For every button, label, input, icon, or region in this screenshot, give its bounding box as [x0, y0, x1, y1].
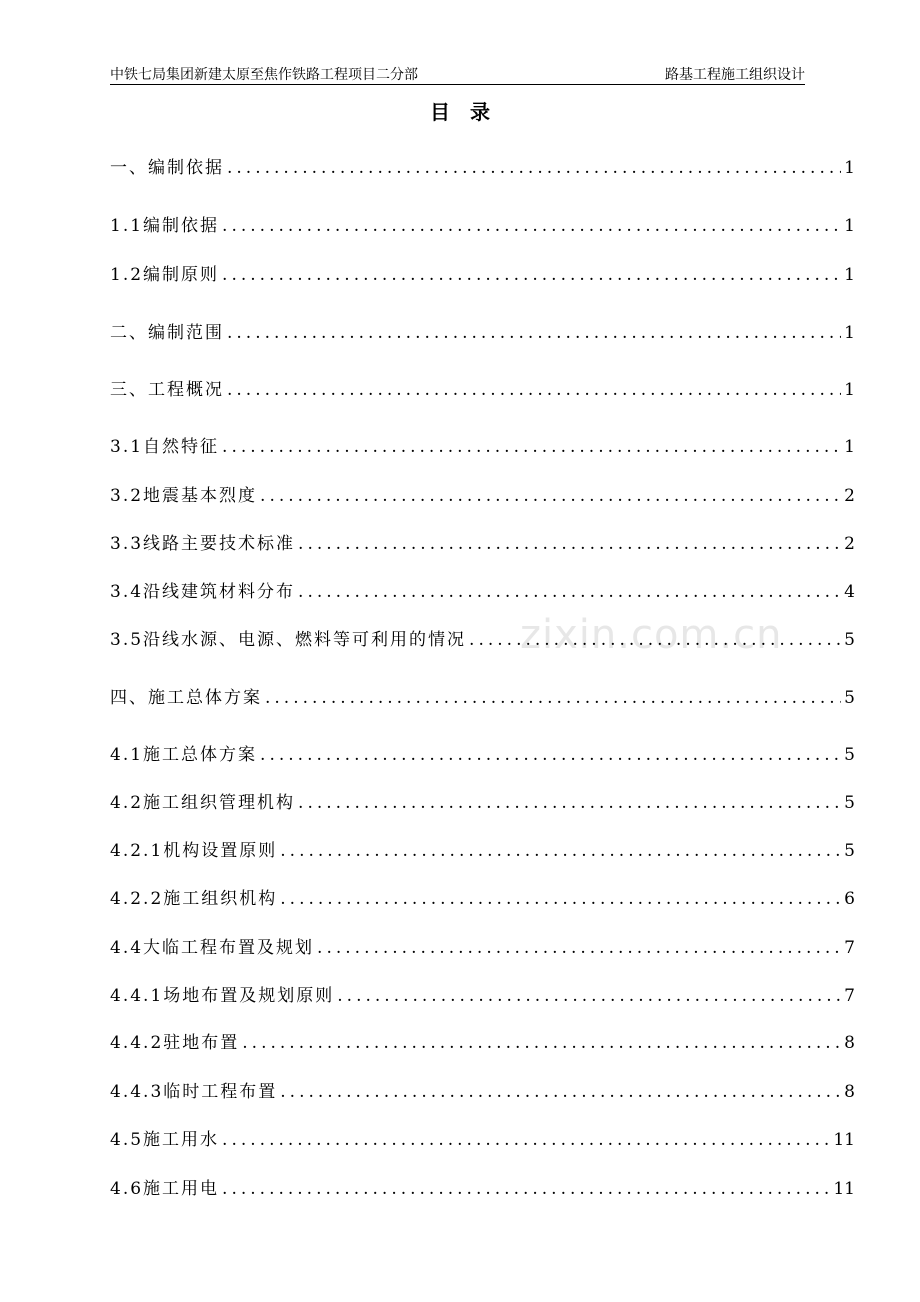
- toc-entry-label: 3.3线路主要技术标准: [110, 534, 296, 554]
- toc-entry-label: 一、编制依据: [110, 158, 224, 178]
- toc-entry-label: 4.4.1场地布置及规划原则: [110, 986, 335, 1006]
- toc-entry-page-number: 1: [844, 216, 855, 236]
- toc-entry-label: 3.2地震基本烈度: [110, 486, 258, 506]
- toc-entry-page-number: 2: [844, 534, 855, 554]
- toc-entry[interactable]: [110, 886, 855, 912]
- toc-entry[interactable]: [110, 627, 855, 653]
- toc-entry-page-number: 1: [844, 265, 855, 285]
- toc-entry-page-number: 1: [844, 323, 855, 343]
- toc-leader-dots: [260, 742, 841, 768]
- toc-leader-dots: [280, 1079, 841, 1105]
- toc-leader-dots: [280, 886, 841, 912]
- toc-leader-dots: [298, 531, 841, 557]
- watermark: zixin.com.cn: [520, 612, 783, 658]
- toc-leader-dots: [227, 320, 841, 346]
- header-left-text: 中铁七局集团新建太原至焦作铁路工程项目二分部: [110, 67, 418, 83]
- toc-leader-dots: [265, 685, 841, 711]
- toc-leader-dots: [469, 627, 841, 653]
- toc-entry-page-number: 5: [844, 841, 855, 861]
- toc-entry-page-number: 5: [844, 630, 855, 650]
- toc-entry[interactable]: [110, 213, 855, 239]
- toc-leader-dots: [222, 213, 841, 239]
- toc-entry-label: 1.2编制原则: [110, 265, 220, 285]
- toc-entry[interactable]: [110, 262, 855, 288]
- toc-entry-page-number: 1: [844, 437, 855, 457]
- toc-leader-dots: [298, 579, 841, 605]
- toc-entry-label: 4.2施工组织管理机构: [110, 793, 296, 813]
- toc-entry[interactable]: [110, 742, 855, 768]
- toc-entry-page-number: 11: [833, 1130, 855, 1150]
- page-title: 目录: [430, 100, 510, 124]
- toc-entry-page-number: 5: [844, 745, 855, 765]
- toc-entry[interactable]: [110, 983, 855, 1009]
- toc-entry[interactable]: [110, 155, 855, 181]
- toc-entry-label: 三、工程概况: [110, 380, 224, 400]
- toc-entry-label: 4.4.3临时工程布置: [110, 1082, 278, 1102]
- toc-entry-page-number: 5: [844, 793, 855, 813]
- toc-entry[interactable]: [110, 531, 855, 557]
- toc-leader-dots: [222, 262, 841, 288]
- toc-entry-page-number: 5: [844, 688, 855, 708]
- toc-entry-page-number: 1: [844, 380, 855, 400]
- toc-entry-page-number: 8: [844, 1082, 855, 1102]
- toc-entry-label: 4.6施工用电: [110, 1179, 220, 1199]
- toc-entry-page-number: 8: [844, 1033, 855, 1053]
- toc-entry-label: 4.4.2驻地布置: [110, 1033, 240, 1053]
- toc-entry-label: 3.5沿线水源、电源、燃料等可利用的情况: [110, 630, 467, 650]
- toc-leader-dots: [298, 790, 841, 816]
- toc-entry[interactable]: [110, 377, 855, 403]
- toc-leader-dots: [280, 838, 841, 864]
- toc-entry-label: 4.5施工用水: [110, 1130, 220, 1150]
- toc-entry[interactable]: [110, 483, 855, 509]
- toc-entry-page-number: 7: [844, 986, 855, 1006]
- toc-entry-label: 4.2.2施工组织机构: [110, 889, 278, 909]
- toc-entry[interactable]: [110, 1127, 855, 1153]
- toc-entry[interactable]: [110, 1030, 855, 1056]
- toc-entry-page-number: 6: [844, 889, 855, 909]
- toc-entry-label: 4.4大临工程布置及规划: [110, 938, 315, 958]
- toc-entry-label: 二、编制范围: [110, 323, 224, 343]
- toc-entry-label: 4.2.1机构设置原则: [110, 841, 278, 861]
- toc-entry-label: 3.1自然特征: [110, 437, 220, 457]
- toc-entry[interactable]: [110, 1079, 855, 1105]
- toc-entry[interactable]: [110, 685, 855, 711]
- toc-entry[interactable]: [110, 790, 855, 816]
- toc-leader-dots: [222, 1176, 830, 1202]
- toc-entry-page-number: 11: [833, 1179, 855, 1199]
- toc-entry-page-number: 7: [844, 938, 855, 958]
- toc-entry[interactable]: [110, 935, 855, 961]
- toc-entry[interactable]: [110, 579, 855, 605]
- toc-entry-page-number: 2: [844, 486, 855, 506]
- toc-leader-dots: [222, 434, 841, 460]
- toc-leader-dots: [242, 1030, 841, 1056]
- toc-leader-dots: [227, 155, 841, 181]
- toc-entry-label: 四、施工总体方案: [110, 688, 262, 708]
- toc-leader-dots: [260, 483, 841, 509]
- toc-leader-dots: [227, 377, 841, 403]
- toc-entry-page-number: 1: [844, 158, 855, 178]
- toc-entry-label: 3.4沿线建筑材料分布: [110, 582, 296, 602]
- header-right-text: 路基工程施工组织设计: [665, 67, 805, 83]
- toc-entry[interactable]: [110, 838, 855, 864]
- toc-entry[interactable]: [110, 320, 855, 346]
- toc-entry-page-number: 4: [844, 582, 855, 602]
- toc-leader-dots: [337, 983, 841, 1009]
- toc-entry[interactable]: [110, 1176, 855, 1202]
- page-header: [110, 66, 805, 85]
- toc-entry[interactable]: [110, 434, 855, 460]
- toc-entry-label: 1.1编制依据: [110, 216, 220, 236]
- toc-leader-dots: [222, 1127, 830, 1153]
- toc-entry-label: 4.1施工总体方案: [110, 745, 258, 765]
- toc-leader-dots: [317, 935, 841, 961]
